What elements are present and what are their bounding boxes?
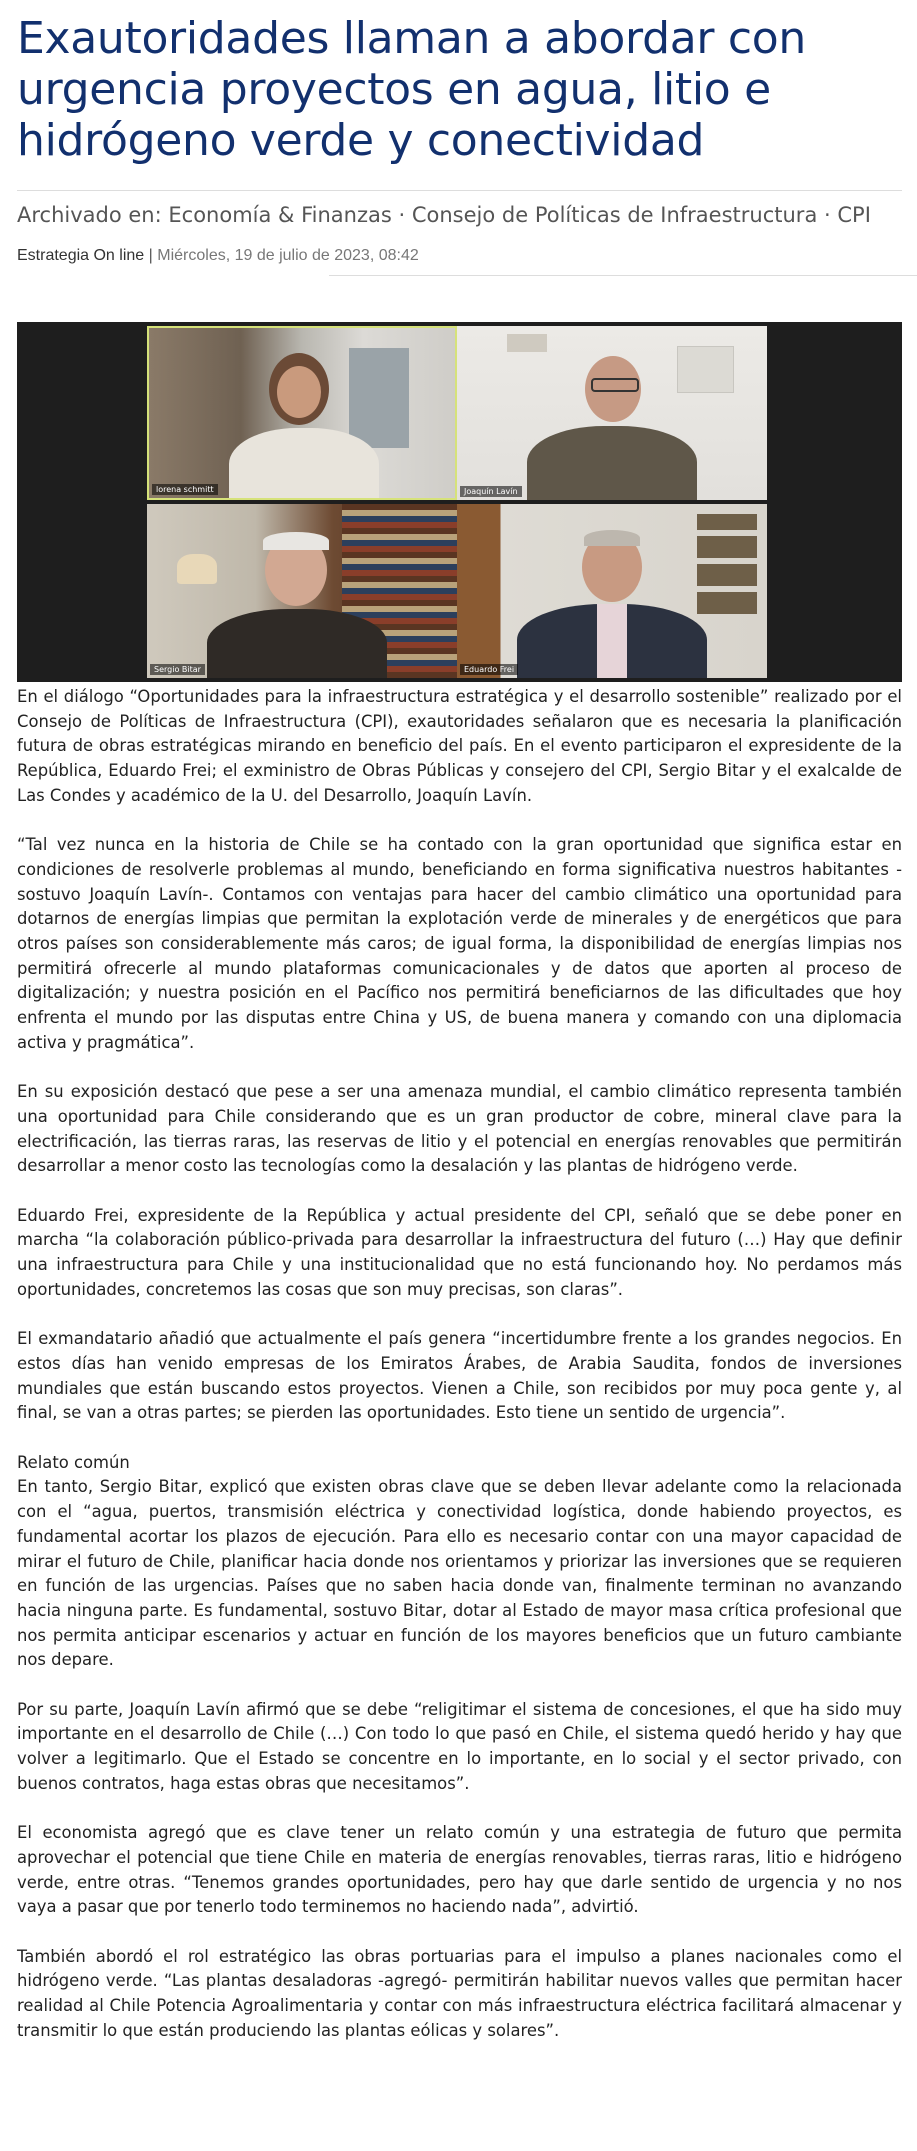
participant-name-tag: Eduardo Frei xyxy=(460,664,518,675)
article-paragraph: “Tal vez nunca en la historia de Chile se ha contado con la gran oportunidad que significa estar en condiciones de resolverle problemas al mundo, beneficiando en forma significativa nuestros habitantes -sostuvo Joaquín Lavín-. Contamos con ventajas para hacer del cambio climático una oportunidad para dotarnos de energías limpias que permitan la explotación verde de minerales y de energéticos que para otros países son considerablemente más caros; de igual forma, la disponibilidad de energías limpias nos permitirá ofrecerle al mundo plataformas comunicacionales y de datos que aporten al proceso de digitalización; y nuestra posición en el Pacífico nos permitirá beneficiarnos de las dificultades que hoy enfrenta el mundo por las disputas entre China y US, de buena manera y comando con una diplomacia activa y pragmática”. xyxy=(17,835,902,1052)
participant-glasses xyxy=(591,378,639,392)
article-subhead: Relato común xyxy=(17,1452,130,1472)
article-paragraph: En su exposición destacó que pese a ser una amenaza mundial, el cambio climático representa también una oportunidad para Chile considerando que es un gran productor de cobre, mineral clave para la electrificación, las tierras raras, las reservas de litio y el potencial en energías renovables que permitirán desarrollar a menor costo las tecnologías como la desalación y las plantas de hidrógeno verde. xyxy=(17,1082,902,1176)
article-page xyxy=(17,0,902,2068)
participant-body xyxy=(527,426,697,500)
participant-tile xyxy=(457,504,767,678)
video-call-photo xyxy=(17,322,902,682)
wall-logo xyxy=(507,334,547,352)
article-paragraph: En tanto, Sergio Bitar, explicó que existen obras clave que se deben llevar adelante como la relacionada con el “agua, puertos, transmisión eléctrica y conectividad logística, donde habiendo proyectos, es fundamental acortar los plazos de ejecución. Para ello es necesario contar con una mayor capacidad de mirar el futuro de Chile, planificar hacia donde nos orientamos y priorizar las inversiones que se requieren en función de las urgencias. Países que no saben hacia donde van, finalmente terminan no avanzando hacia ninguna parte. Es fundamental, sostuvo Bitar, dotar al Estado de mayor masa crítica profesional que nos permita anticipar escenarios y actuar en función de los mayores beneficios que un futuro cambiante nos depare. xyxy=(17,1477,902,1670)
archived-label: Archivado en: xyxy=(17,203,162,227)
category-link-economia[interactable]: Economía & Finanzas xyxy=(168,203,392,227)
participant-name-tag: Sergio Bitar xyxy=(150,664,205,675)
byline-date: Miércoles, 19 de julio de 2023, 08:42 xyxy=(157,247,419,264)
participant-shirt xyxy=(597,604,627,678)
category-separator: · xyxy=(398,203,406,227)
article-title: Exautoridades llaman a abordar con urgencia proyectos en agua, litio e hidrógeno verde y conectividad xyxy=(17,13,806,166)
article-paragraph: El exmandatario añadió que actualmente el país genera “incertidumbre frente a los grandes negocios. En estos días han venido empresas de los Emiratos Árabes, de Arabia Saudita, fondos de inversiones mundiales que están buscando estos proyectos. Vienen a Chile, son recibidos por muy poca gente y, al final, se van a otras partes; se pierden las oportunidades. Esto tiene un sentido de urgencia”. xyxy=(17,1329,902,1423)
participant-tile xyxy=(147,326,457,500)
article-paragraph: El economista agregó que es clave tener un relato común y una estrategia de futuro que permita aprovechar el potencial que tiene Chile en materia de energías renovables, tierras raras, litio e hidrógeno verde, entre otras. “Tenemos grandes oportunidades, pero hay que darle sentido de urgencia y no nos vaya a pasar que por tenerlo todo terminemos no haciendo nada”, advirtió. xyxy=(17,1823,902,1917)
byline-divider xyxy=(329,275,917,276)
participant-body xyxy=(229,428,379,500)
participant-tile xyxy=(457,326,767,500)
participant-tile xyxy=(147,504,457,678)
participant-name-tag: Joaquín Lavín xyxy=(460,486,522,497)
category-link-cpi-consejo[interactable]: Consejo de Políticas de Infraestructura xyxy=(411,203,818,227)
participant-hair xyxy=(584,530,640,546)
wall-pictures xyxy=(697,514,757,614)
participant-body xyxy=(207,609,387,678)
category-link-cpi[interactable]: CPI xyxy=(837,203,871,227)
article-paragraph: Eduardo Frei, expresidente de la República y actual presidente del CPI, señaló que se debe poner en marcha “la colaboración público-privada para desarrollar la infraestructura del futuro (…) Hay que definir una infraestructura para Chile y una institucionalidad que no está funcionando hoy. No perdamos más oportunidades, concretemos las cosas que son muy precisas, son claras”. xyxy=(17,1205,902,1299)
category-separator: · xyxy=(824,203,831,227)
byline-source: Estrategia On line xyxy=(17,247,145,264)
window-shape xyxy=(349,348,409,448)
participant-face xyxy=(277,366,321,418)
participant-name-tag: lorena schmitt xyxy=(152,484,218,495)
article-paragraph: Por su parte, Joaquín Lavín afirmó que se debe “religitimar el sistema de concesiones, el que ha sido muy importante en el desarrollo de Chile (…) Con todo lo que pasó en Chile, el sistema quedó herido y hay que volver a legitimarlo. Que el Estado se concentre en lo importante, en lo social y el sector privado, con buenos contratos, haga estas obras que necesitamos”. xyxy=(17,1699,902,1793)
article-paragraph: También abordó el rol estratégico las obras portuarias para el impulso a planes nacionales como el hidrógeno verde. “Las plantas desaladoras -agregó- permitirán habilitar nuevos valles que permitan hacer realidad al Chile Potencia Agroalimentaria y contar con más infraestructura eléctrica facilitará almacenar y transmitir lo que están produciendo las plantas eólicas y solares”. xyxy=(17,1946,902,2040)
participant-hair xyxy=(263,532,329,550)
lamp-shade xyxy=(177,554,217,584)
article-paragraph: En el diálogo “Oportunidades para la infraestructura estratégica y el desarrollo sostenible” realizado por el Consejo de Políticas de Infraestructura (CPI), exautoridades señalaron que es necesaria la planificación futura de obras estratégicas mirando en beneficio del país. En el evento participaron el expresidente de la República, Eduardo Frei; el exministro de Obras Públicas y consejero del CPI, Sergio Bitar y el exalcalde de Las Condes y académico de la U. del Desarrollo, Joaquín Lavín. xyxy=(17,687,902,805)
byline xyxy=(17,236,902,278)
archived-in-bar xyxy=(17,190,902,236)
byline-separator: | xyxy=(148,247,153,264)
article-body xyxy=(17,685,902,2044)
wall-sign xyxy=(677,346,734,393)
